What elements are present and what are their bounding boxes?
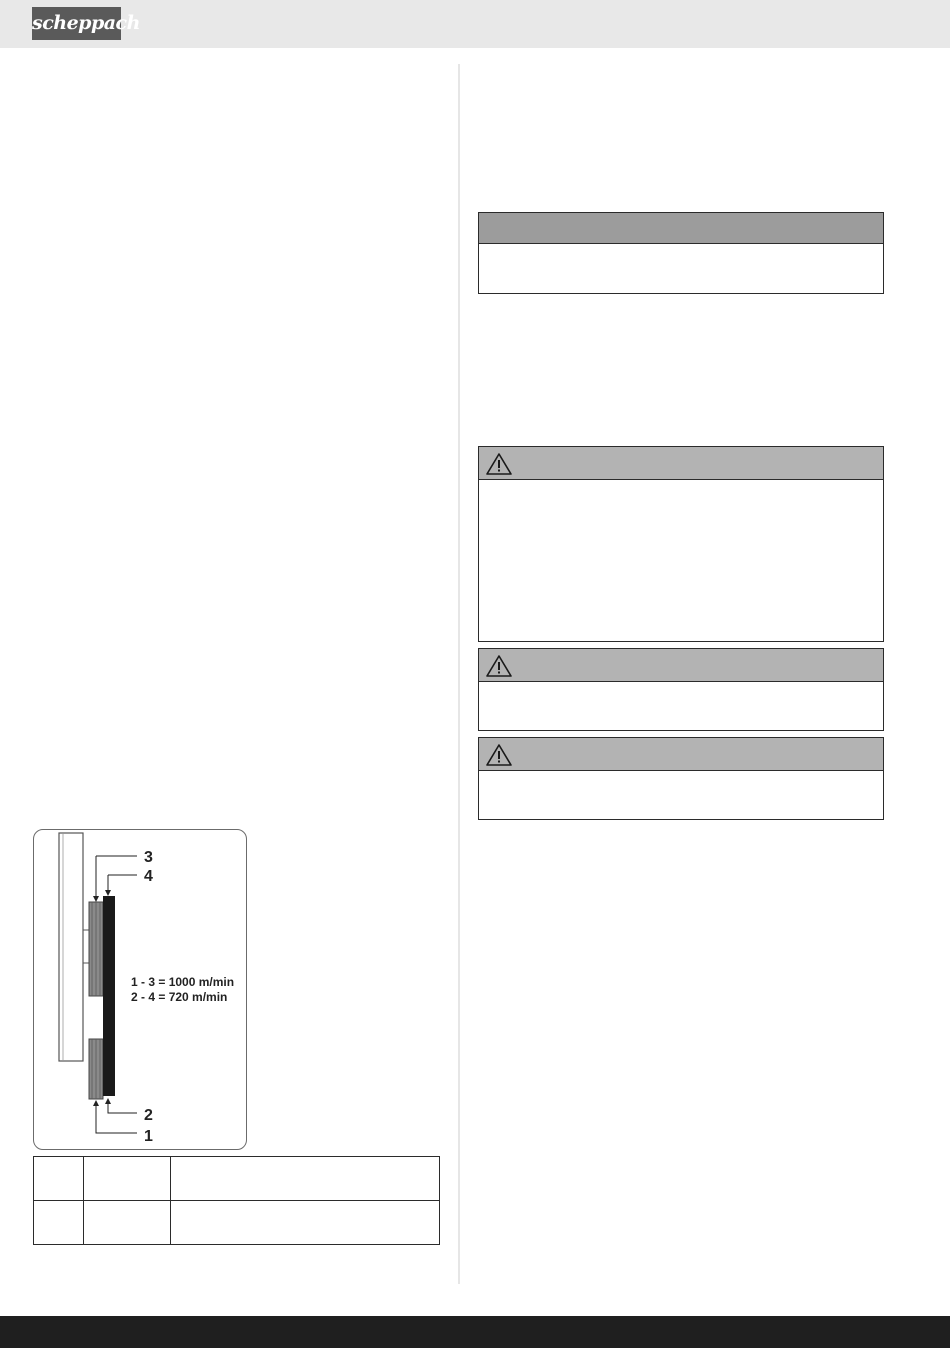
warning-triangle-icon bbox=[485, 654, 513, 678]
page-footer bbox=[0, 1316, 950, 1348]
drive-belt bbox=[103, 896, 115, 1096]
table-cell bbox=[34, 1157, 84, 1201]
warning-box-header bbox=[479, 738, 883, 771]
table-cell bbox=[84, 1201, 171, 1245]
table-cell bbox=[171, 1157, 440, 1201]
scheppach-logo: scheppach bbox=[32, 7, 121, 40]
table-row bbox=[34, 1157, 440, 1201]
speed-table bbox=[33, 1156, 440, 1245]
frame-panel bbox=[59, 833, 83, 1061]
label-3: 3 bbox=[144, 849, 153, 866]
speed-line-2: 2 - 4 = 720 m/min bbox=[131, 990, 228, 1004]
note-box-header bbox=[479, 213, 883, 244]
table-cell bbox=[34, 1201, 84, 1245]
warning-box-header bbox=[479, 447, 883, 480]
label-4: 4 bbox=[144, 868, 153, 885]
column-divider bbox=[458, 64, 460, 1284]
label-1: 1 bbox=[144, 1128, 153, 1145]
warning-box-2 bbox=[478, 648, 884, 731]
note-box bbox=[478, 212, 884, 294]
table-cell bbox=[84, 1157, 171, 1201]
page-header bbox=[0, 0, 950, 48]
warning-triangle-icon bbox=[485, 743, 513, 767]
warning-box-header bbox=[479, 649, 883, 682]
warning-box-3 bbox=[478, 737, 884, 820]
belt-pulley-figure bbox=[33, 829, 247, 1150]
warning-triangle-icon bbox=[485, 452, 513, 476]
label-2: 2 bbox=[144, 1107, 153, 1124]
table-cell bbox=[171, 1201, 440, 1245]
table-row bbox=[34, 1201, 440, 1245]
warning-box-1 bbox=[478, 446, 884, 642]
speed-line-1: 1 - 3 = 1000 m/min bbox=[131, 975, 235, 989]
